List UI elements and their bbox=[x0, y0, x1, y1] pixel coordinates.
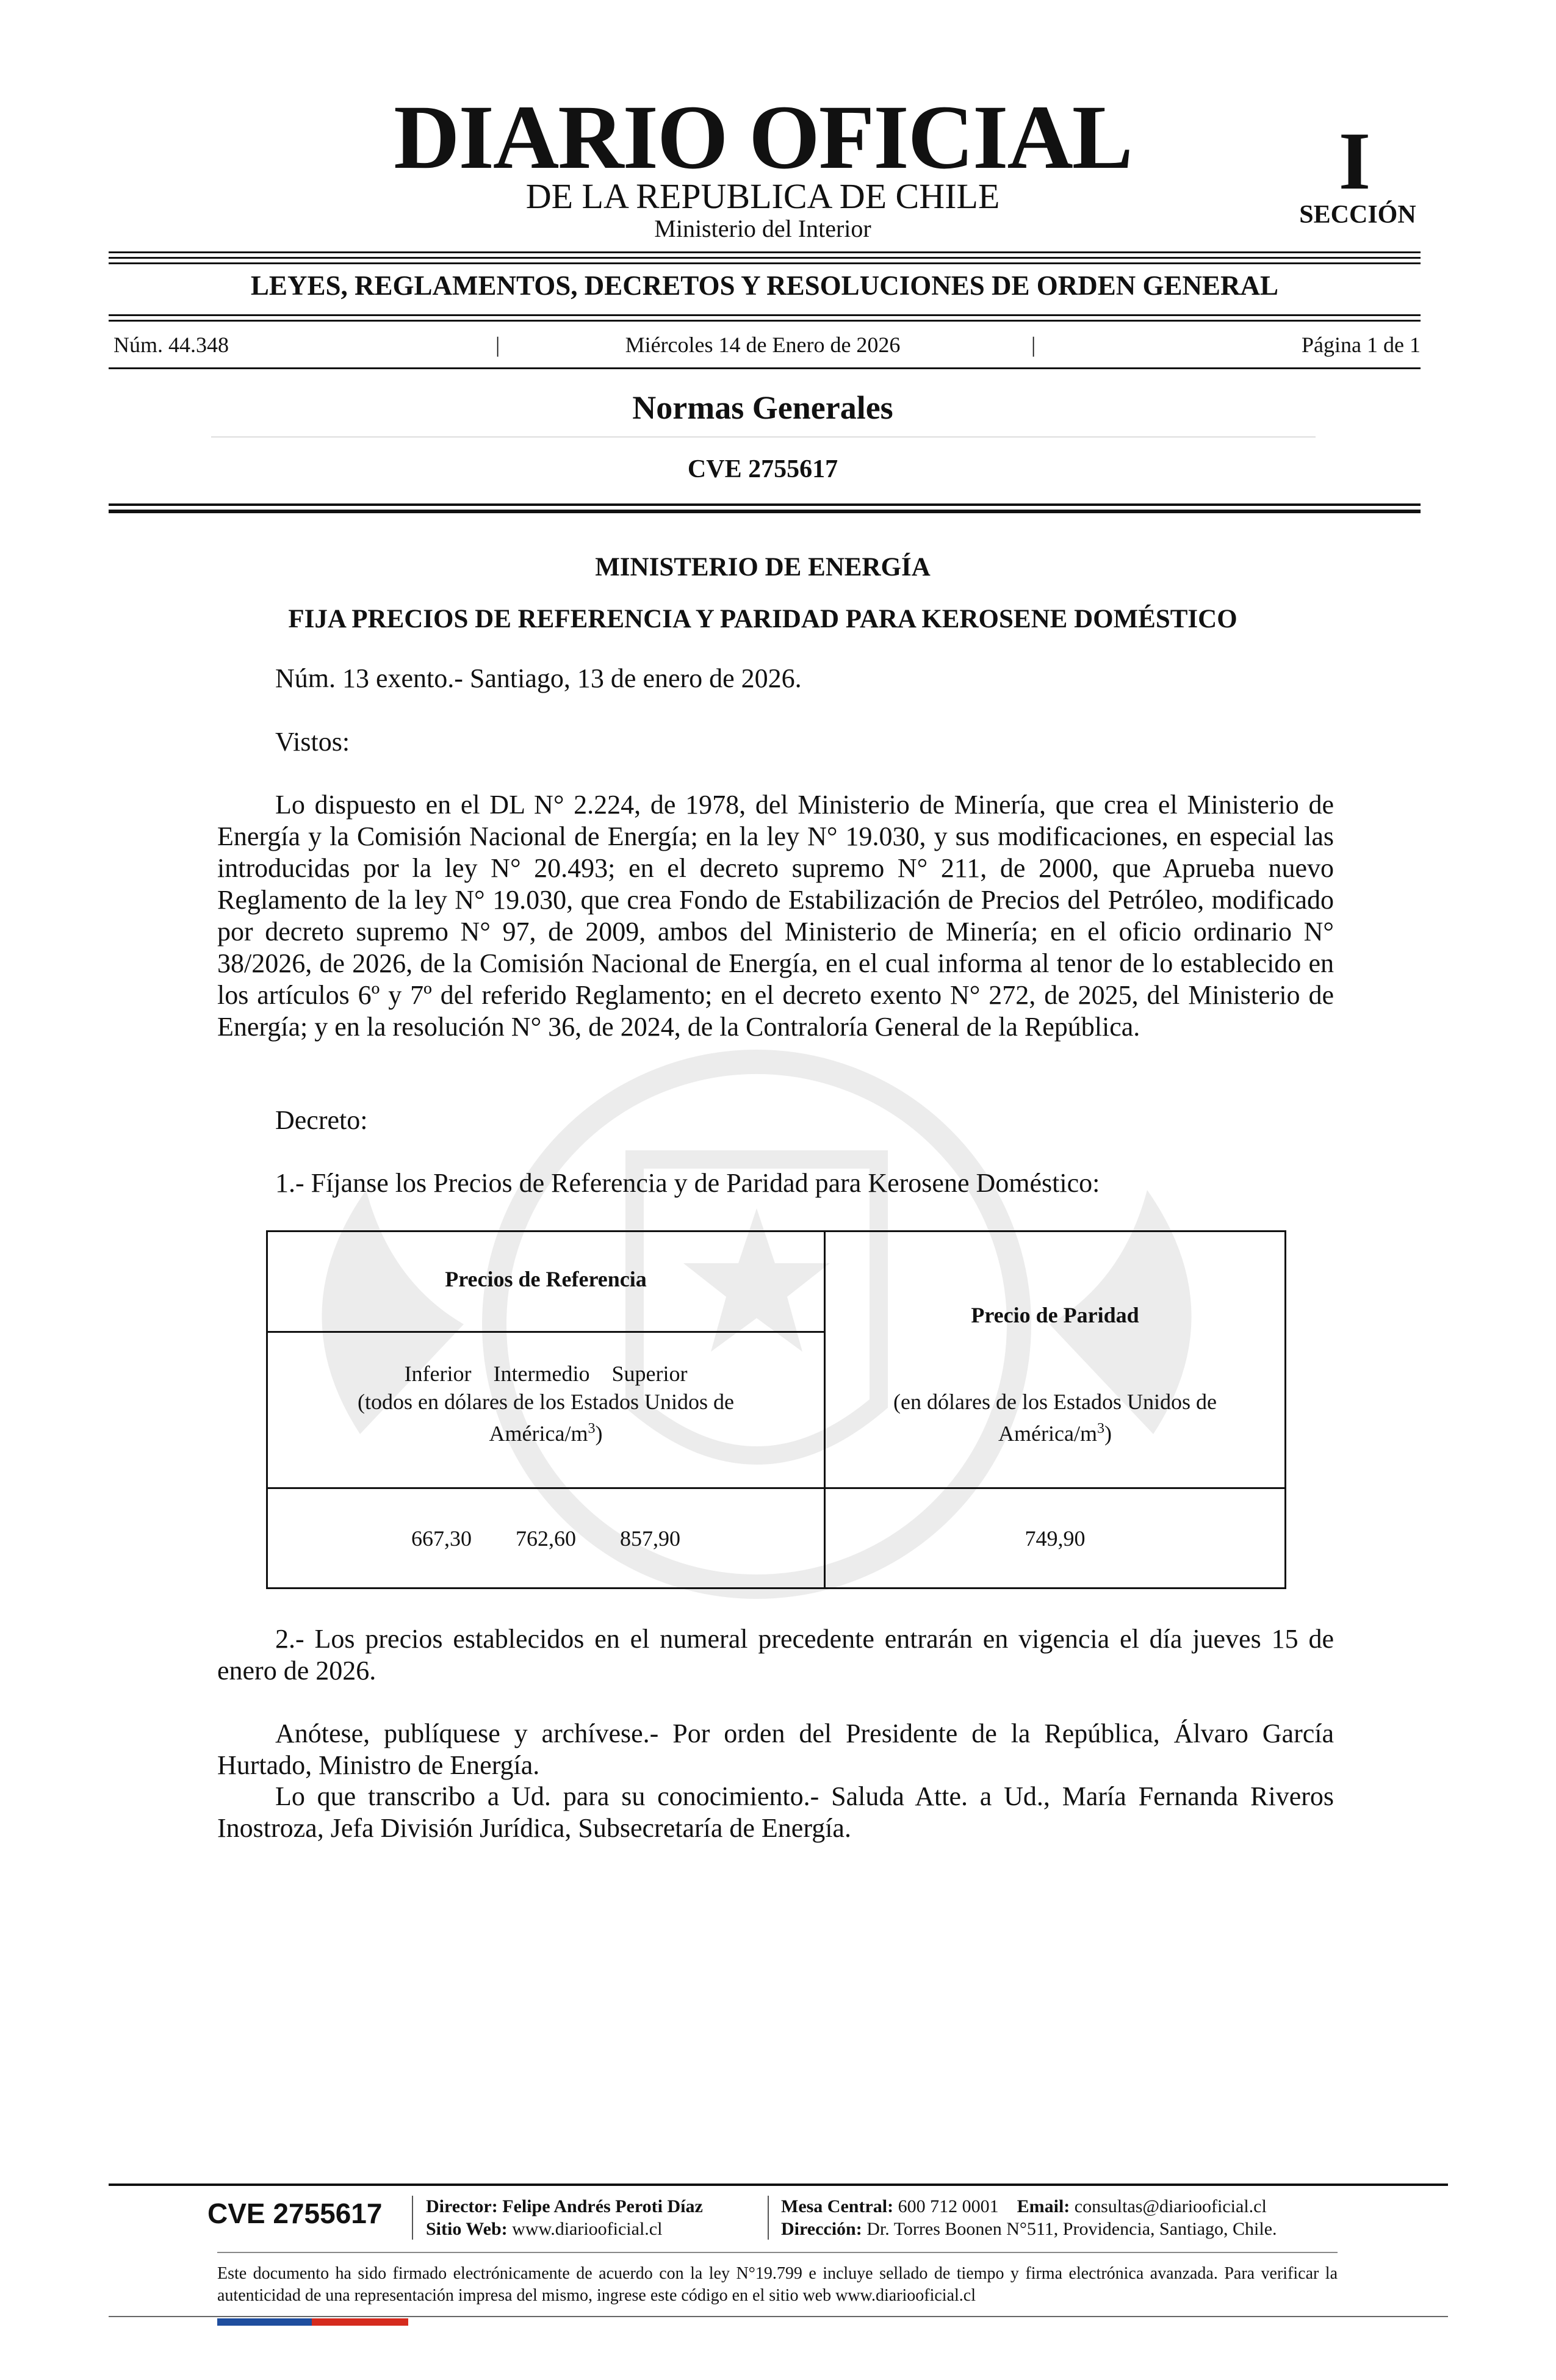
value-parity: 749,90 bbox=[1025, 1526, 1086, 1551]
footer-contact-line bbox=[781, 2195, 1267, 2218]
address-label: Dirección: bbox=[781, 2219, 862, 2239]
flag-stripe-blue bbox=[217, 2318, 312, 2326]
masthead-subtitle: DE LA REPUBLICA DE CHILE bbox=[525, 176, 1000, 216]
document-title: FIJA PRECIOS DE REFERENCIA Y PARIDAD PARA KEROSENE DOMÉSTICO bbox=[288, 605, 1237, 633]
unit-close: ) bbox=[1104, 1421, 1112, 1446]
director-label: Director: bbox=[426, 2196, 498, 2216]
section-banner: LEYES, REGLAMENTOS, DECRETOS Y RESOLUCIONES DE ORDEN GENERAL bbox=[250, 270, 1279, 301]
cve-rule bbox=[109, 510, 1421, 513]
footer-legal-notice: Este documento ha sido firmado electrónicamente de acuerdo con la ley N°19.799 e incluye sellado de tiempo y firma electrónica avanzada. Para verificar la autenticidad de una representación impresa del mismo, ingrese este código en el sitio web www.diariooficial.cl bbox=[217, 2264, 1338, 2305]
footer-separator bbox=[768, 2196, 769, 2240]
issue-date: Miércoles 14 de Enero de 2026 bbox=[625, 333, 901, 357]
footer-director-line bbox=[426, 2195, 703, 2218]
cve-code: CVE 2755617 bbox=[687, 455, 838, 483]
section-numeral: I bbox=[1338, 116, 1371, 207]
number-rule bbox=[109, 367, 1421, 369]
category-title: Normas Generales bbox=[632, 389, 893, 426]
header-rule bbox=[109, 251, 1421, 253]
closing-paragraph-1: Anótese, publíquese y archívese.- Por orden del Presidente de la República, Álvaro García Hurtado, Ministro de Energía. bbox=[217, 1718, 1334, 1780]
decree-number-line: Núm. 13 exento.- Santiago, 13 de enero de 2026. bbox=[275, 663, 802, 693]
email-link[interactable]: consultas@diariooficial.cl bbox=[1074, 2196, 1267, 2216]
phone-label: Mesa Central: bbox=[781, 2196, 894, 2216]
footer-rule bbox=[217, 2252, 1338, 2253]
footer-address-line bbox=[781, 2218, 1277, 2241]
unit-superscript: 3 bbox=[588, 1421, 596, 1437]
reference-units-line2: América/m bbox=[489, 1421, 588, 1446]
column-superior: Superior bbox=[611, 1361, 688, 1386]
vistos-label: Vistos: bbox=[275, 727, 350, 757]
article-2: 2.- Los precios establecidos en el numeral precedente entrarán en vigencia el día jueves 15 de enero de 2026. bbox=[217, 1624, 1334, 1686]
reference-values-row bbox=[268, 1525, 824, 1552]
parity-price-header: Precio de Paridad bbox=[971, 1303, 1139, 1327]
column-intermedio: Intermedio bbox=[493, 1361, 590, 1386]
masthead-ministry: Ministerio del Interior bbox=[654, 215, 871, 242]
vistos-paragraph: Lo dispuesto en el DL N° 2.224, de 1978, del Ministerio de Minería, que crea el Ministerio de Energía y la Comisión Nacional de Energía; en la ley N° 19.030, y sus modificaciones, en especial las introducidas por la ley N° 20.493; en el decreto supremo N° 211, de 2000, que Aprueba nuevo Reglamento de la ley N° 19.030, que crea Fondo de Estabilización de Precios del Petróleo, modificado por decreto supremo N° 97, de 2009, ambos del Ministerio de Minería; en el oficio ordinario N° 38/2026, de 2026, de la Comisión Nacional de Energía, en el cual informa al tenor de lo establecido en los artículos 6º y 7º del referido Reglamento; en el decreto exento N° 272, de 2025, del Ministerio de Energía; y en la resolución N° 36, de 2024, de la Contraloría General de la República. bbox=[217, 790, 1334, 1042]
unit-close: ) bbox=[595, 1421, 603, 1446]
reference-units bbox=[317, 1388, 775, 1447]
header-rule bbox=[109, 262, 1421, 264]
table-divider bbox=[268, 1487, 1284, 1489]
separator: | bbox=[495, 333, 500, 357]
value-inferior: 667,30 bbox=[411, 1526, 472, 1551]
banner-rule bbox=[109, 314, 1421, 316]
price-table bbox=[266, 1230, 1286, 1589]
web-label: Sitio Web: bbox=[426, 2219, 508, 2239]
cve-rule bbox=[109, 503, 1421, 506]
parity-units-line2: América/m bbox=[998, 1421, 1097, 1446]
reference-price-header: Precios de Referencia bbox=[445, 1267, 647, 1291]
footer-cve-code: CVE 2755617 bbox=[207, 2198, 383, 2229]
masthead-title: DIARIO OFICIAL bbox=[394, 87, 1132, 188]
web-link[interactable]: www.diariooficial.cl bbox=[512, 2219, 663, 2239]
document-ministry: MINISTERIO DE ENERGÍA bbox=[595, 553, 931, 582]
table-divider bbox=[268, 1331, 824, 1333]
director-name: Felipe Andrés Peroti Díaz bbox=[502, 2196, 703, 2216]
separator: | bbox=[1031, 333, 1036, 357]
category-divider bbox=[211, 436, 1316, 438]
footer-web-line bbox=[426, 2218, 662, 2241]
footer-rule bbox=[109, 2316, 1448, 2317]
reference-units-line1: (todos en dólares de los Estados Unidos de bbox=[358, 1390, 734, 1414]
header-rule bbox=[109, 257, 1421, 259]
value-intermedio: 762,60 bbox=[516, 1526, 576, 1551]
address-text: Dr. Torres Boonen N°511, Providencia, Santiago, Chile. bbox=[866, 2219, 1277, 2239]
section-label: SECCIÓN bbox=[1299, 201, 1416, 229]
parity-units-line1: (en dólares de los Estados Unidos de bbox=[893, 1390, 1217, 1414]
footer-rule bbox=[109, 2183, 1448, 2186]
decreto-label: Decreto: bbox=[275, 1105, 368, 1135]
unit-superscript: 3 bbox=[1097, 1421, 1104, 1437]
email-label: Email: bbox=[1017, 2196, 1070, 2216]
phone-number: 600 712 0001 bbox=[898, 2196, 999, 2216]
parity-units bbox=[826, 1388, 1284, 1447]
value-superior: 857,90 bbox=[620, 1526, 680, 1551]
page-number: Página 1 de 1 bbox=[1302, 333, 1421, 357]
column-inferior: Inferior bbox=[404, 1361, 472, 1386]
reference-columns-row bbox=[268, 1360, 824, 1387]
footer-separator bbox=[412, 2196, 413, 2240]
closing-paragraph-2: Lo que transcribo a Ud. para su conocimiento.- Saluda Atte. a Ud., María Fernanda Riveros Inostroza, Jefa División Jurídica, Subsecretaría de Energía. bbox=[217, 1781, 1334, 1843]
issue-number: Núm. 44.348 bbox=[113, 333, 229, 357]
banner-rule bbox=[109, 320, 1421, 322]
article-1: 1.- Fíjanse los Precios de Referencia y de Paridad para Kerosene Doméstico: bbox=[275, 1168, 1100, 1198]
flag-stripe-red bbox=[312, 2318, 408, 2326]
